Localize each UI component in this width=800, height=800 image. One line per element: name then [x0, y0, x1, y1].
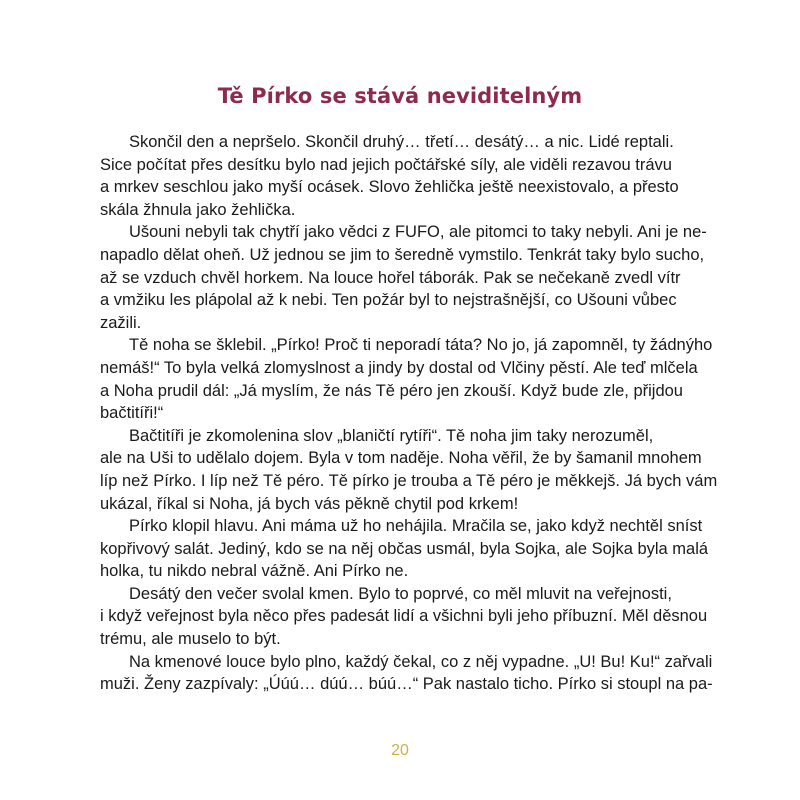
- text-line: líp než Pírko. I líp než Tě péro. Tě pírko je trouba a Tě péro je měkkejš. Já bych vám: [100, 471, 718, 490]
- text-line: Pírko klopil hlavu. Ani máma už ho nehájila. Mračila se, jako když nechtěl sníst: [129, 517, 703, 536]
- text-line: muži. Ženy zazpívaly: „Úúú… dúú… búú…“ Pak nastalo ticho. Pírko si stoupl na pa-: [100, 675, 713, 694]
- text-line: Bačtitíři je zkomolenina slov „blaničtí rytíři“. Tě noha jim taky nerozuměl,: [129, 426, 654, 445]
- text-line: holka, tu nikdo nebral vážně. Ani Pírko ne.: [100, 562, 409, 581]
- text-line: a Noha prudil dál: „Já myslím, že nás Tě péro jen zkouší. Když bude zle, přijdou: [100, 381, 683, 400]
- chapter-title: Tě Pírko se stává neviditelným: [217, 84, 583, 108]
- text-line: až se vzduch chvěl horkem. Na louce hořel táborák. Pak se nečekaně zvedl vítr: [100, 268, 681, 287]
- text-line: Na kmenové louce bylo plno, každý čekal, co z něj vypadne. „U! Bu! Ku!“ zařvali: [129, 652, 713, 671]
- text-line: napadlo dělat oheň. Už jednou se jim to šeredně vymstilo. Tenkrát taky bylo sucho,: [100, 245, 705, 264]
- text-line: Tě noha se šklebil. „Pírko! Proč ti neporadí táta? No jo, já zapomněl, ty žádnýho: [129, 336, 713, 355]
- page-number: 20: [391, 742, 409, 759]
- text-line: kopřivový salát. Jediný, kdo se na něj občas usmál, byla Sojka, ale Sojka byla malá: [100, 539, 709, 558]
- text-line: ukázal, říkal si Noha, já bych vás pěkně chytil pod krkem!: [100, 494, 519, 513]
- text-line: Ušouni nebyli tak chytří jako vědci z FUFO, ale pitomci to taky nebyli. Ani je ne-: [129, 223, 707, 242]
- text-line: zažili.: [100, 313, 142, 332]
- text-line: skála žhnula jako žehlička.: [100, 200, 296, 219]
- text-line: nemáš!“ To byla velká zlomyslnost a jindy by dostal od Vlčiny pěstí. Ale teď mlčela: [100, 358, 698, 377]
- text-line: ale na Uši to udělalo dojem. Byla v tom naděje. Noha věřil, že by šamanil mnohem: [100, 449, 702, 468]
- text-line: trému, ale muselo to být.: [100, 630, 281, 649]
- text-line: Skončil den a nepršelo. Skončil druhý… třetí… desátý… a nic. Lidé reptali.: [129, 133, 674, 151]
- text-line: Desátý den večer svolal kmen. Bylo to poprvé, co měl mluvit na veřejnosti,: [129, 584, 672, 603]
- text-line: a vmžiku les plápolal až k nebi. Ten požár byl to nejstrašnější, co Ušouni vůbec: [100, 291, 677, 310]
- text-line: bačtitíři!“: [100, 404, 164, 423]
- text-line: Sice počítat přes desítku bylo nad jejich počtářské síly, ale viděli rezavou trávu: [100, 155, 672, 174]
- chapter-body: [100, 131, 718, 696]
- text-line: a mrkev seschlou jako myší ocásek. Slovo žehlička ještě neexistovalo, a přesto: [100, 178, 679, 197]
- text-line: i když veřejnost byla něco přes padesát lidí a všichni byli jeho příbuzní. Měl děsnou: [100, 607, 708, 626]
